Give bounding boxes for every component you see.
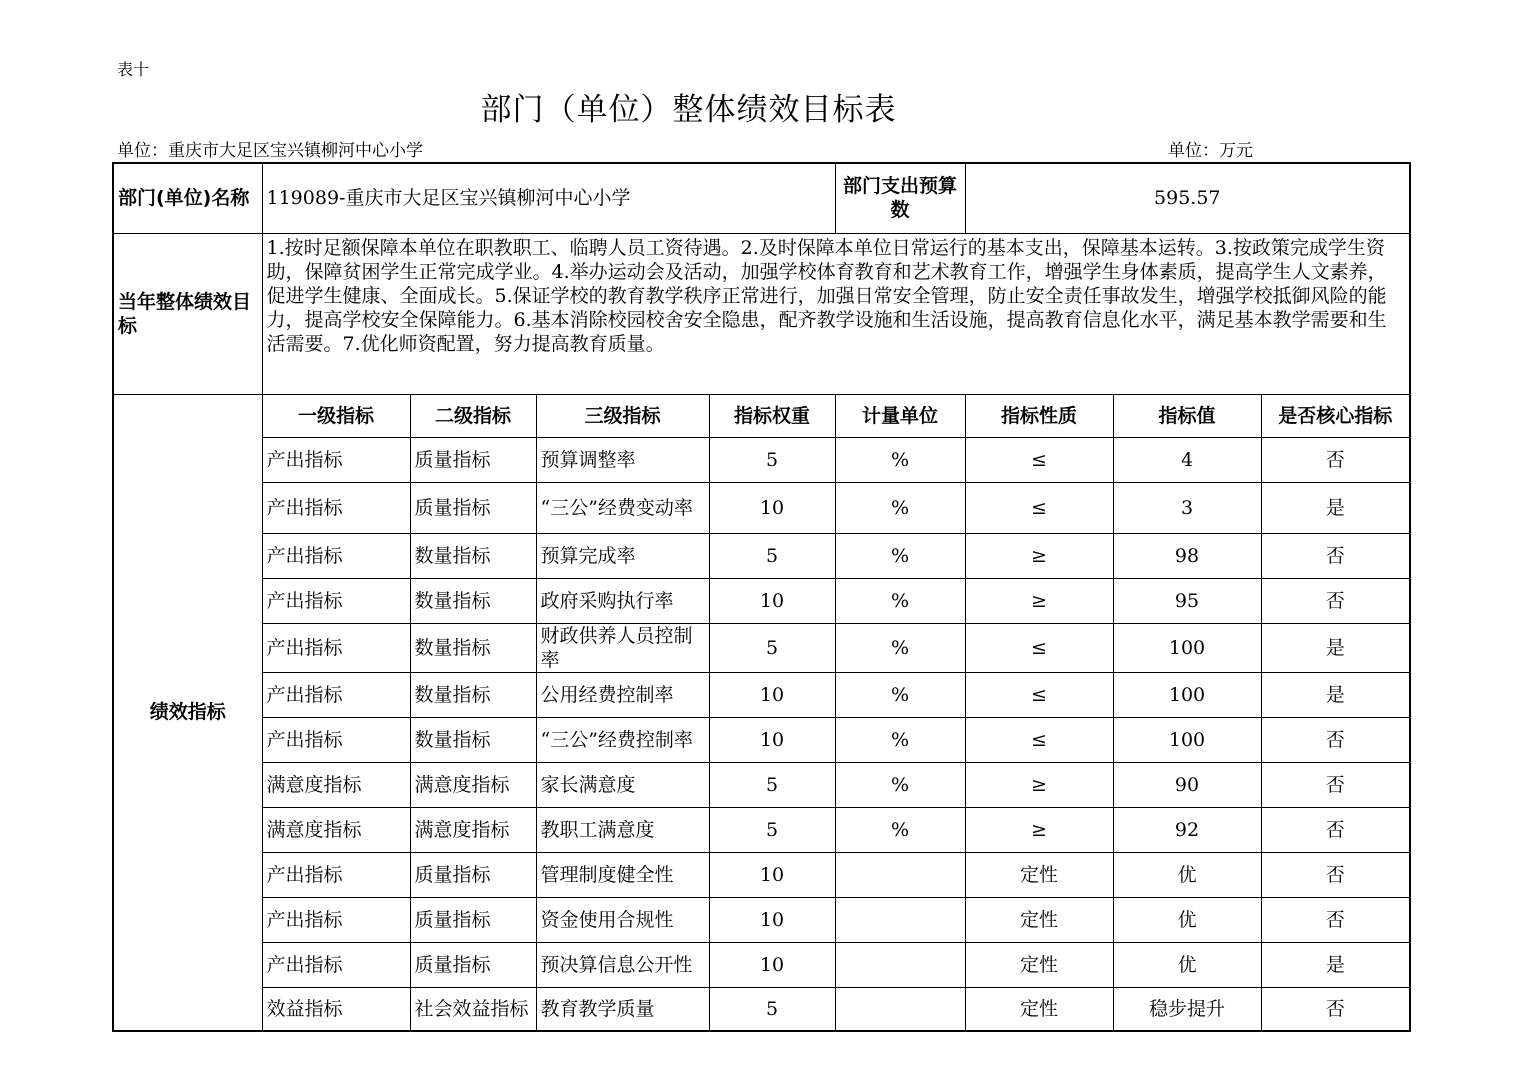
cell-nature: 定性 [965, 897, 1113, 942]
cell-level1: 产出指标 [262, 437, 410, 482]
cell-nature: ≤ [965, 717, 1113, 762]
cell-level3: “三公”经费变动率 [536, 482, 709, 533]
cell-nature: 定性 [965, 852, 1113, 897]
table-row [113, 717, 1410, 762]
cell-level3: 管理制度健全性 [536, 852, 709, 897]
cell-weight: 10 [709, 482, 835, 533]
cell-core: 否 [1261, 437, 1410, 482]
cell-level1: 产出指标 [262, 717, 410, 762]
cell-nature: ≥ [965, 807, 1113, 852]
cell-level2: 质量指标 [410, 437, 536, 482]
cell-level1: 产出指标 [262, 533, 410, 578]
cell-level1: 满意度指标 [262, 762, 410, 807]
cell-value: 4 [1113, 437, 1261, 482]
cell-value: 92 [1113, 807, 1261, 852]
cell-nature: ≤ [965, 437, 1113, 482]
table-row [113, 437, 1410, 482]
table-number: 表十 [117, 60, 150, 79]
cell-unit [835, 852, 965, 897]
dept-value: 119089-重庆市大足区宝兴镇柳河中心小学 [262, 163, 835, 233]
cell-nature: ≥ [965, 762, 1113, 807]
cell-core: 否 [1261, 987, 1410, 1031]
cell-level3: 教育教学质量 [536, 987, 709, 1031]
cell-level3: 政府采购执行率 [536, 578, 709, 623]
cell-level1: 满意度指标 [262, 807, 410, 852]
cell-level2: 数量指标 [410, 623, 536, 672]
column-header-weight: 指标权重 [709, 394, 835, 437]
cell-core: 否 [1261, 852, 1410, 897]
cell-weight: 10 [709, 672, 835, 717]
cell-level3: 预算完成率 [536, 533, 709, 578]
cell-core: 否 [1261, 807, 1410, 852]
cell-level3: 公用经费控制率 [536, 672, 709, 717]
column-header-level1: 一级指标 [262, 394, 410, 437]
cell-level2: 数量指标 [410, 578, 536, 623]
column-header-unit: 计量单位 [835, 394, 965, 437]
table-row [113, 482, 1410, 533]
cell-unit [835, 897, 965, 942]
cell-nature: 定性 [965, 987, 1113, 1031]
cell-value: 优 [1113, 897, 1261, 942]
cell-weight: 10 [709, 852, 835, 897]
cell-level2: 满意度指标 [410, 762, 536, 807]
dept-row [113, 163, 1410, 233]
indicators-label: 绩效指标 [113, 394, 262, 1031]
cell-level3: 预决算信息公开性 [536, 942, 709, 987]
cell-core: 是 [1261, 482, 1410, 533]
column-header-core: 是否核心指标 [1261, 394, 1410, 437]
cell-core: 是 [1261, 672, 1410, 717]
cell-level1: 产出指标 [262, 942, 410, 987]
cell-level1: 产出指标 [262, 623, 410, 672]
cell-level3: 家长满意度 [536, 762, 709, 807]
cell-core: 否 [1261, 762, 1410, 807]
cell-unit: % [835, 578, 965, 623]
budget-value: 595.57 [965, 163, 1410, 233]
cell-unit: % [835, 623, 965, 672]
cell-level2: 社会效益指标 [410, 987, 536, 1031]
cell-nature: 定性 [965, 942, 1113, 987]
table-row [113, 762, 1410, 807]
cell-weight: 10 [709, 717, 835, 762]
cell-weight: 5 [709, 807, 835, 852]
cell-nature: ≤ [965, 623, 1113, 672]
table-row [113, 623, 1410, 672]
cell-level3: 教职工满意度 [536, 807, 709, 852]
cell-level1: 产出指标 [262, 897, 410, 942]
cell-level1: 产出指标 [262, 852, 410, 897]
cell-level3: “三公”经费控制率 [536, 717, 709, 762]
cell-level2: 质量指标 [410, 482, 536, 533]
goal-label: 当年整体绩效目标 [113, 233, 262, 394]
column-header-level3: 三级指标 [536, 394, 709, 437]
cell-value: 100 [1113, 717, 1261, 762]
table-row [113, 942, 1410, 987]
cell-weight: 5 [709, 987, 835, 1031]
cell-weight: 10 [709, 578, 835, 623]
cell-weight: 5 [709, 623, 835, 672]
cell-unit: % [835, 762, 965, 807]
table-row [113, 852, 1410, 897]
cell-level1: 产出指标 [262, 672, 410, 717]
cell-unit: % [835, 437, 965, 482]
currency-unit: 单位：万元 [1168, 141, 1253, 161]
cell-value: 95 [1113, 578, 1261, 623]
cell-core: 否 [1261, 533, 1410, 578]
cell-level2: 质量指标 [410, 852, 536, 897]
cell-unit: % [835, 672, 965, 717]
cell-unit: % [835, 533, 965, 578]
cell-value: 3 [1113, 482, 1261, 533]
cell-core: 是 [1261, 942, 1410, 987]
cell-level2: 数量指标 [410, 533, 536, 578]
cell-core: 否 [1261, 578, 1410, 623]
cell-nature: ≤ [965, 482, 1113, 533]
cell-level2: 质量指标 [410, 942, 536, 987]
goal-row [113, 233, 1410, 394]
column-header-value: 指标值 [1113, 394, 1261, 437]
cell-unit [835, 942, 965, 987]
unit-name: 单位：重庆市大足区宝兴镇柳河中心小学 [117, 141, 423, 161]
table-row [113, 987, 1410, 1031]
cell-weight: 10 [709, 942, 835, 987]
cell-core: 是 [1261, 623, 1410, 672]
cell-value: 98 [1113, 533, 1261, 578]
cell-level3: 资金使用合规性 [536, 897, 709, 942]
table-row [113, 807, 1410, 852]
cell-level2: 数量指标 [410, 672, 536, 717]
cell-value: 优 [1113, 852, 1261, 897]
table-row [113, 672, 1410, 717]
cell-weight: 10 [709, 897, 835, 942]
table-row [113, 897, 1410, 942]
cell-unit: % [835, 717, 965, 762]
table-row [113, 533, 1410, 578]
cell-level2: 满意度指标 [410, 807, 536, 852]
cell-nature: ≥ [965, 533, 1113, 578]
cell-level1: 产出指标 [262, 482, 410, 533]
cell-value: 90 [1113, 762, 1261, 807]
cell-weight: 5 [709, 533, 835, 578]
column-header-nature: 指标性质 [965, 394, 1113, 437]
goal-text: 1.按时足额保障本单位在职教职工、临聘人员工资待遇。2.及时保障本单位日常运行的基本支出，保障基本运转。3.按政策完成学生资助，保障贫困学生正常完成学业。4.举办运动会及活动，加强学校体育教育和艺术教育工作，增强学生身体素质，提高学生人文素养，促进学生健康、全面成长。5.保证学校的教育教学秩序正常进行，加强日常安全管理，防止安全责任事故发生，增强学校抵御风险的能力，提高学校安全保障能力。6.基本消除校园校舍安全隐患，配齐教学设施和生活设施，提高教育信息化水平，满足基本教学需要和生活需要。7.优化师资配置，努力提高教育质量。 [262, 233, 1410, 394]
cell-level3: 预算调整率 [536, 437, 709, 482]
cell-nature: ≥ [965, 578, 1113, 623]
indicator-header-row [113, 394, 1410, 437]
cell-unit: % [835, 807, 965, 852]
cell-nature: ≤ [965, 672, 1113, 717]
cell-level2: 质量指标 [410, 897, 536, 942]
cell-core: 否 [1261, 717, 1410, 762]
cell-value: 100 [1113, 623, 1261, 672]
cell-unit [835, 987, 965, 1031]
budget-label: 部门支出预算数 [835, 163, 965, 233]
cell-core: 否 [1261, 897, 1410, 942]
table-row [113, 578, 1410, 623]
cell-level1: 效益指标 [262, 987, 410, 1031]
cell-weight: 5 [709, 437, 835, 482]
page-title: 部门（单位）整体绩效目标表 [480, 92, 897, 128]
cell-level1: 产出指标 [262, 578, 410, 623]
cell-level2: 数量指标 [410, 717, 536, 762]
dept-label: 部门(单位)名称 [113, 163, 262, 233]
performance-target-table [112, 162, 1411, 1032]
column-header-level2: 二级指标 [410, 394, 536, 437]
cell-value: 稳步提升 [1113, 987, 1261, 1031]
cell-value: 优 [1113, 942, 1261, 987]
cell-value: 100 [1113, 672, 1261, 717]
cell-unit: % [835, 482, 965, 533]
cell-weight: 5 [709, 762, 835, 807]
cell-level3: 财政供养人员控制率 [536, 623, 709, 672]
